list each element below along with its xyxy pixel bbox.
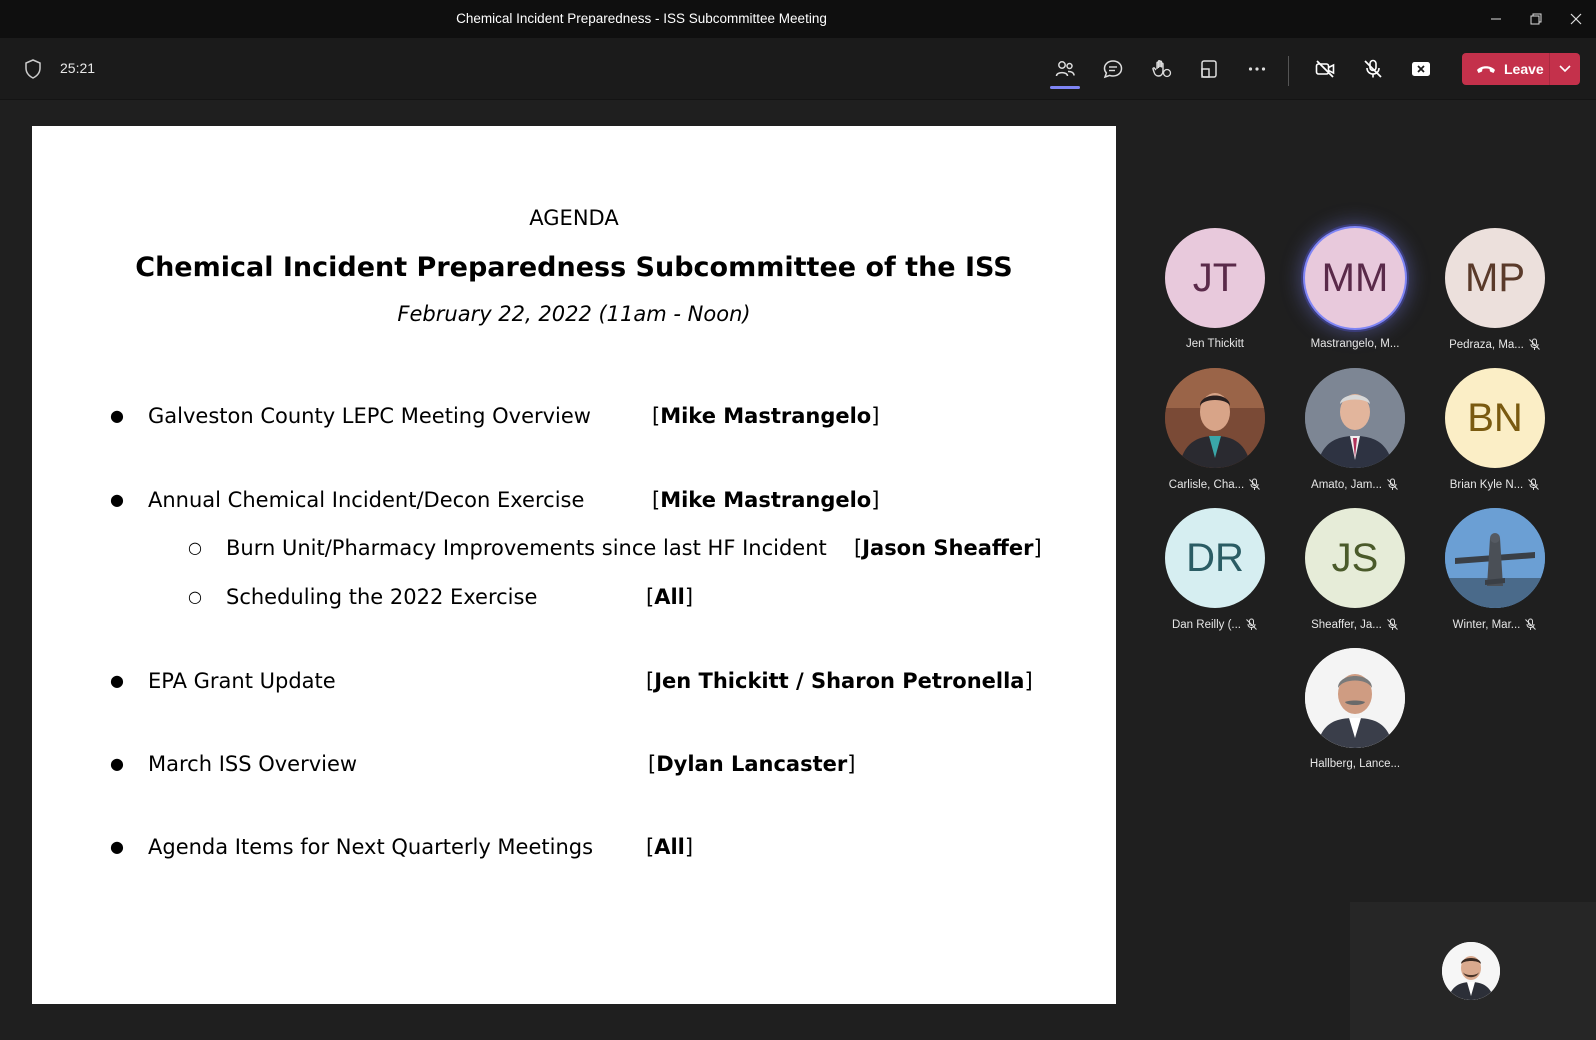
participant-name: Hallberg, Lance... [1309, 758, 1401, 770]
agenda-item-text: Annual Chemical Incident/Decon Exercise [148, 488, 585, 512]
profile-photo-icon [1165, 368, 1265, 468]
people-icon [1054, 58, 1076, 80]
agenda-item-presenter: [Dylan Lancaster] [648, 752, 856, 776]
airplane-photo-icon [1445, 508, 1545, 608]
participant-name-row [1145, 478, 1285, 491]
agenda-item-presenter: [Mike Mastrangelo] [652, 488, 880, 512]
bullet-marker: ● [110, 490, 124, 509]
view-icon [1198, 58, 1220, 80]
participant-tile[interactable] [1425, 368, 1565, 491]
hang-up-icon [1476, 63, 1496, 75]
mic-off-icon [1248, 478, 1261, 491]
participant-name-row [1285, 618, 1425, 631]
meeting-timer: 25:21 [60, 60, 96, 76]
shield-icon [24, 59, 42, 79]
profile-photo-icon [1442, 942, 1500, 1000]
bullet-marker: ● [110, 406, 124, 425]
presenter-name: Dylan Lancaster [656, 752, 848, 776]
chevron-down-icon [1559, 65, 1571, 73]
participant-name-row [1145, 618, 1285, 631]
agenda-item-presenter: [Mike Mastrangelo] [652, 404, 880, 428]
agenda-subitem-text: Scheduling the 2022 Exercise [226, 585, 538, 609]
active-tab-indicator [1050, 86, 1080, 89]
avatar [1305, 368, 1405, 468]
window-controls [1476, 0, 1596, 38]
participant-name-row [1425, 478, 1565, 491]
agenda-item-text: Galveston County LEPC Meeting Overview [148, 404, 591, 428]
reactions-button[interactable] [1142, 51, 1180, 87]
more-icon [1246, 58, 1268, 80]
participant-tile[interactable] [1145, 508, 1285, 631]
presenter-name: All [654, 585, 685, 609]
presenter-name: Mike Mastrangelo [660, 488, 872, 512]
avatar: JT [1165, 228, 1265, 328]
slide-title: Chemical Incident Preparedness Subcommittee of the ISS [135, 252, 1013, 283]
leave-button[interactable] [1462, 53, 1580, 85]
profile-photo-icon [1305, 648, 1405, 748]
participant-name-row [1285, 478, 1425, 491]
avatar [1165, 368, 1265, 468]
participant-name: Sheaffer, Ja... [1311, 618, 1382, 631]
agenda-item-presenter: [Jason Sheaffer] [854, 536, 1042, 560]
sub-bullet-marker: ○ [188, 538, 202, 557]
participant-name-row [1285, 758, 1425, 770]
participant-name: Amato, Jam... [1311, 478, 1382, 491]
participant-name: Jen Thickitt [1186, 338, 1244, 350]
leave-main-action[interactable] [1462, 53, 1550, 85]
people-button[interactable] [1046, 51, 1084, 87]
participant-name: Brian Kyle N... [1449, 478, 1524, 491]
participant-name-row [1285, 338, 1425, 350]
mic-off-icon [1528, 338, 1541, 351]
mic-off-icon [1386, 618, 1399, 631]
title-bar [0, 0, 1596, 38]
participant-name: Pedraza, Ma... [1449, 338, 1524, 351]
agenda-item-presenter: [All] [646, 835, 694, 859]
shared-slide [32, 126, 1116, 1004]
agenda-item-text: Agenda Items for Next Quarterly Meetings [148, 835, 594, 859]
close-window-button[interactable] [1556, 0, 1596, 38]
window-title: Chemical Incident Preparedness - ISS Subcommittee Meeting [456, 11, 827, 26]
sub-bullet-marker: ○ [188, 587, 202, 606]
participant-name: Mastrangelo, M... [1310, 338, 1400, 350]
mic-off-icon [1524, 618, 1537, 631]
presenter-name: Jen Thickitt / Sharon Petronella [654, 669, 1025, 693]
minimize-button[interactable] [1476, 0, 1516, 38]
leave-options-dropdown[interactable] [1550, 53, 1580, 85]
avatar [1445, 508, 1545, 608]
participant-name: Carlisle, Cha... [1168, 478, 1245, 491]
participant-name: Winter, Mar... [1452, 618, 1521, 631]
avatar [1305, 648, 1405, 748]
participant-name-row [1145, 338, 1285, 350]
self-view[interactable] [1350, 902, 1596, 1040]
participant-name-row [1425, 338, 1565, 351]
camera-toggle-button[interactable] [1306, 51, 1344, 87]
slide-date: February 22, 2022 (11am - Noon) [397, 302, 751, 326]
raise-hand-icon [1150, 58, 1172, 80]
chat-button[interactable] [1094, 51, 1132, 87]
participant-name: Dan Reilly (... [1171, 618, 1242, 631]
avatar: JS [1305, 508, 1405, 608]
participant-tile[interactable] [1145, 228, 1285, 350]
mic-off-icon [1527, 478, 1540, 491]
slide-agenda-label: AGENDA [529, 206, 619, 230]
more-actions-button[interactable] [1238, 51, 1276, 87]
camera-off-icon [1314, 58, 1336, 80]
leave-label: Leave [1504, 61, 1544, 77]
mic-off-icon [1362, 58, 1384, 80]
self-avatar [1442, 942, 1500, 1000]
stop-sharing-button[interactable] [1402, 51, 1440, 87]
avatar: MM [1305, 228, 1405, 328]
close-icon [1569, 12, 1583, 26]
profile-photo-icon [1305, 368, 1405, 468]
participant-tile[interactable] [1285, 228, 1425, 350]
avatar: BN [1445, 368, 1545, 468]
avatar: DR [1165, 508, 1265, 608]
avatar: MP [1445, 228, 1545, 328]
agenda-item-presenter: [Jen Thickitt / Sharon Petronella] [646, 669, 1033, 693]
toolbar-divider [1288, 56, 1289, 86]
agenda-subitem-text: Burn Unit/Pharmacy Improvements since last HF Incident [226, 536, 827, 560]
bullet-marker: ● [110, 754, 124, 773]
participant-tile[interactable] [1285, 508, 1425, 631]
participant-tile[interactable] [1425, 228, 1565, 351]
participant-name-row [1425, 618, 1565, 631]
meeting-toolbar [0, 38, 1596, 100]
participant-tile[interactable] [1285, 368, 1425, 491]
presenter-name: Jason Sheaffer [862, 536, 1034, 560]
mic-off-icon [1245, 618, 1258, 631]
agenda-item-text: March ISS Overview [148, 752, 358, 776]
stop-share-icon [1410, 58, 1432, 80]
participant-tile[interactable] [1285, 648, 1425, 770]
chat-icon [1102, 58, 1124, 80]
agenda-item-presenter: [All] [646, 585, 694, 609]
participant-tile[interactable] [1425, 508, 1565, 631]
bullet-marker: ● [110, 671, 124, 690]
restore-icon [1529, 12, 1543, 26]
minimize-icon [1489, 12, 1503, 26]
restore-button[interactable] [1516, 0, 1556, 38]
agenda-item-text: EPA Grant Update [148, 669, 336, 693]
presenter-name: All [654, 835, 685, 859]
participant-tile[interactable] [1145, 368, 1285, 491]
mic-toggle-button[interactable] [1354, 51, 1392, 87]
mic-off-icon [1386, 478, 1399, 491]
presenter-name: Mike Mastrangelo [660, 404, 872, 428]
bullet-marker: ● [110, 837, 124, 856]
view-button[interactable] [1190, 51, 1228, 87]
